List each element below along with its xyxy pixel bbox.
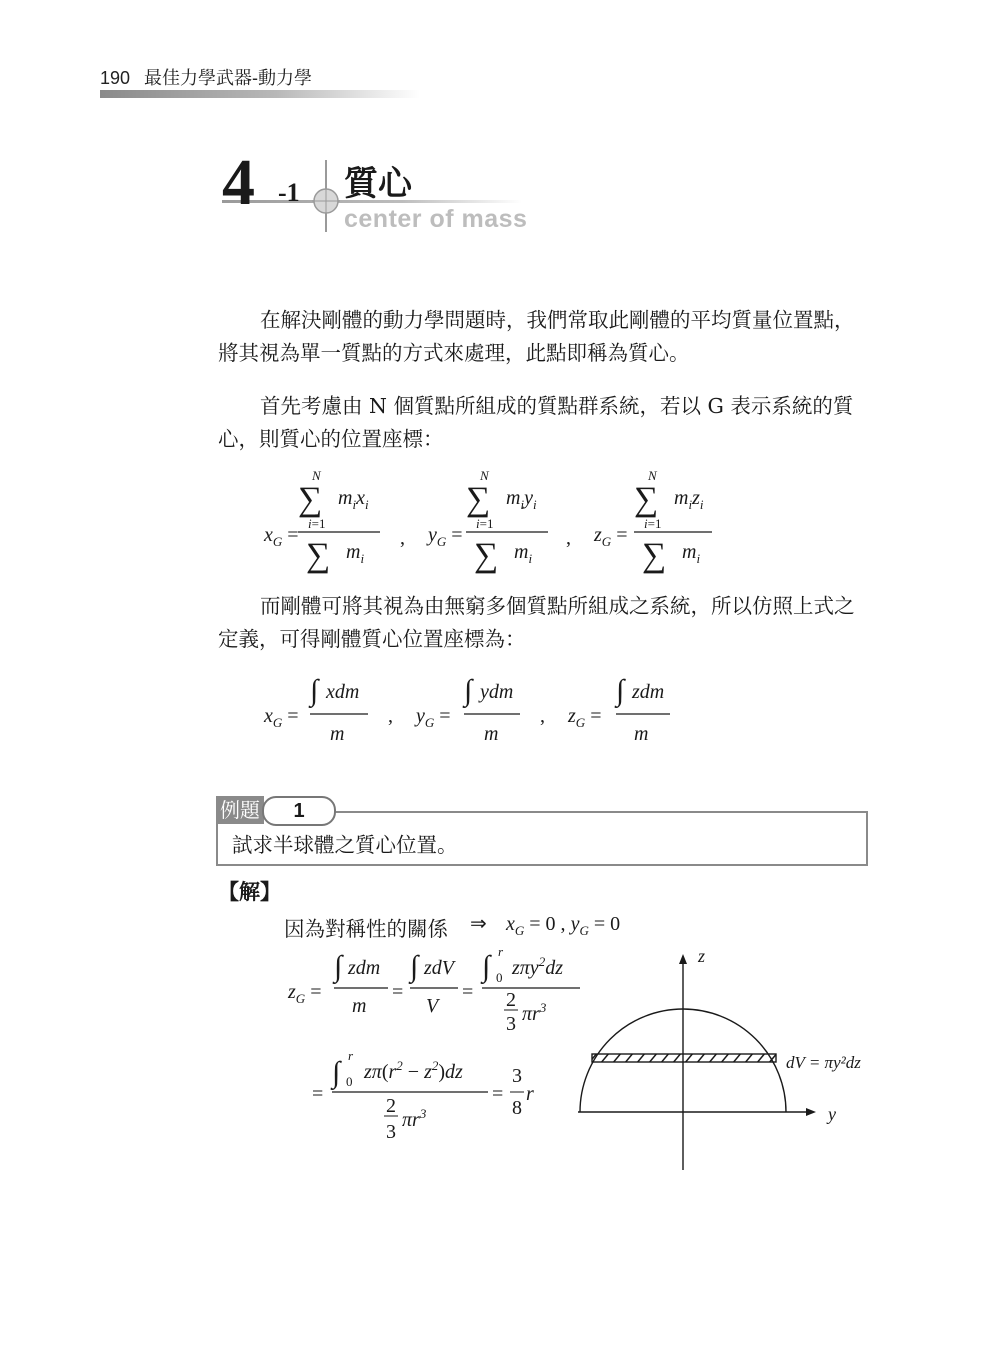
svg-text:r: r xyxy=(498,944,504,959)
svg-text:∑: ∑ xyxy=(298,481,323,518)
section-sub-number: -1 xyxy=(278,178,300,207)
svg-text:0: 0 xyxy=(346,1074,353,1089)
svg-text:i=1: i=1 xyxy=(308,516,326,531)
svg-text:πr3: $\pi r^3$ xyxy=(402,1106,427,1131)
crosshair-circle-icon xyxy=(312,187,340,215)
svg-text:m: m xyxy=(634,723,649,745)
svg-text:∫: ∫ xyxy=(334,950,343,983)
svg-text:mixi: $m_ix_i$ xyxy=(338,487,369,512)
section-subtitle-en: center of mass xyxy=(344,205,528,233)
svg-text:∫: ∫ xyxy=(410,950,419,983)
svg-text:mi: $m_i$ xyxy=(346,541,365,566)
page-header xyxy=(100,64,312,90)
svg-text:∑: ∑ xyxy=(634,481,659,518)
svg-text:mizi: $m_iz_i$ xyxy=(674,487,704,512)
svg-text:0: 0 xyxy=(496,970,503,985)
svg-text:πr3: $\pi r^3$ xyxy=(522,1000,547,1025)
svg-text:N: N xyxy=(312,468,321,483)
book-title: 最佳力學武器-動力學 xyxy=(144,68,313,88)
svg-text:∫: ∫ xyxy=(616,674,625,707)
dv-label: dV = πy²dz xyxy=(786,1053,861,1072)
svg-text:yG =: $y_G$ = xyxy=(428,524,463,549)
solution-label: 【解】 xyxy=(218,879,281,904)
page-number: 190 xyxy=(100,68,131,88)
svg-text:∫: ∫ xyxy=(482,950,491,983)
svg-text:,: , xyxy=(566,527,571,549)
svg-text:miyi: $m_iy_i$ xyxy=(506,487,537,512)
svg-text:∫: ∫ xyxy=(464,674,473,707)
z-axis-label: z xyxy=(698,946,706,966)
svg-text:m: m xyxy=(330,723,345,745)
symmetry-text: 因為對稱性的關係 xyxy=(284,917,448,941)
svg-text:=: = xyxy=(492,1083,504,1105)
svg-text:∑: ∑ xyxy=(474,537,499,574)
svg-text:zπ(r2 − z2)dz: $z\pi(r^2 - z^2)dz$ xyxy=(364,1058,463,1083)
svg-text:V: V xyxy=(426,995,439,1017)
example-label: 例題 xyxy=(216,796,264,824)
svg-text:r: r xyxy=(348,1048,354,1063)
svg-text:i=1: i=1 xyxy=(476,516,494,531)
svg-text:=: = xyxy=(392,981,404,1003)
svg-text:∫: ∫ xyxy=(310,674,319,707)
svg-text:∫: ∫ xyxy=(332,1056,341,1089)
svg-text:N: N xyxy=(480,468,489,483)
svg-text:xG = 0 , yG = 0: $x_G = 0$ , $y_G = 0$ xyxy=(506,913,621,938)
solution-formula xyxy=(284,944,594,1154)
svg-text:yG =: $y_G$ = xyxy=(416,705,451,730)
svg-text:m: m xyxy=(484,723,499,745)
hemisphere-figure xyxy=(570,944,880,1174)
svg-text:8: 8 xyxy=(512,1097,522,1119)
svg-text:∑: ∑ xyxy=(306,537,331,574)
svg-text:,: , xyxy=(540,705,545,727)
svg-text:xG =: $x_G$ = xyxy=(264,524,299,549)
svg-text:xdm: xdm xyxy=(326,681,360,703)
paragraph-particles-text: 首先考慮由 N 個質點所組成的質點群系統，若以 G 表示系統的質心，則質心的位置座標： xyxy=(218,394,854,451)
svg-text:m: m xyxy=(352,995,367,1017)
y-axis-arrow-icon xyxy=(806,1108,816,1116)
paragraph-rigid-body xyxy=(218,590,874,656)
y-axis-label: y xyxy=(828,1104,836,1124)
discrete-centroid-formula xyxy=(250,466,730,576)
svg-text:ydm: ydm xyxy=(480,681,514,703)
paragraph-particles xyxy=(218,390,874,456)
svg-text:⇒: ⇒ xyxy=(470,913,487,935)
svg-text:2: 2 xyxy=(386,1095,396,1117)
svg-text:r: r xyxy=(526,1083,534,1105)
svg-text:zdm: zdm xyxy=(348,957,381,979)
svg-text:,: , xyxy=(400,527,405,549)
integral-centroid-formula xyxy=(260,670,690,750)
header-bar xyxy=(100,90,420,98)
z-axis-arrow-icon xyxy=(679,954,687,964)
svg-text:mi: $m_i$ xyxy=(514,541,533,566)
svg-text:∑: ∑ xyxy=(642,537,667,574)
svg-text:mi: $m_i$ xyxy=(682,541,701,566)
svg-text:zG =: $z_G$ = xyxy=(288,981,322,1006)
svg-text:zG =: $z_G$ = xyxy=(568,705,602,730)
section-title: 質心 xyxy=(344,164,412,204)
example-number: 1 xyxy=(262,796,336,826)
section-number: 4 xyxy=(222,146,253,219)
paragraph-rigid-body-text: 而剛體可將其視為由無窮多個質點所組成之系統，所以仿照上式之定義，可得剛體質心位置座標為： xyxy=(218,594,855,651)
svg-text:i=1: i=1 xyxy=(644,516,662,531)
svg-text:=: = xyxy=(312,1083,324,1105)
symmetry-formula xyxy=(466,908,656,942)
svg-text:∑: ∑ xyxy=(466,481,491,518)
svg-text:zπy2dz: zπy$^2$dz xyxy=(512,954,563,979)
svg-text:zdV: zdV xyxy=(424,957,454,979)
svg-text:,: , xyxy=(388,705,393,727)
svg-text:xG =: $x_G$ = xyxy=(264,705,299,730)
svg-text:2: 2 xyxy=(506,989,516,1011)
svg-text:3: 3 xyxy=(506,1013,516,1035)
symmetry-line xyxy=(284,912,448,942)
svg-text:zG =: $z_G$ = xyxy=(594,524,628,549)
svg-text:3: 3 xyxy=(512,1065,522,1087)
svg-text:=: = xyxy=(462,981,474,1003)
svg-text:N: N xyxy=(648,468,657,483)
svg-text:zdm: zdm xyxy=(632,681,665,703)
example-question: 試求半球體之質心位置。 xyxy=(232,833,458,857)
paragraph-intro-text: 在解決剛體的動力學問題時，我們常取此剛體的平均質量位置點，將其視為單一質點的方式來處理，此點即稱為質心。 xyxy=(218,308,855,365)
svg-text:3: 3 xyxy=(386,1121,396,1143)
paragraph-intro xyxy=(218,304,874,370)
